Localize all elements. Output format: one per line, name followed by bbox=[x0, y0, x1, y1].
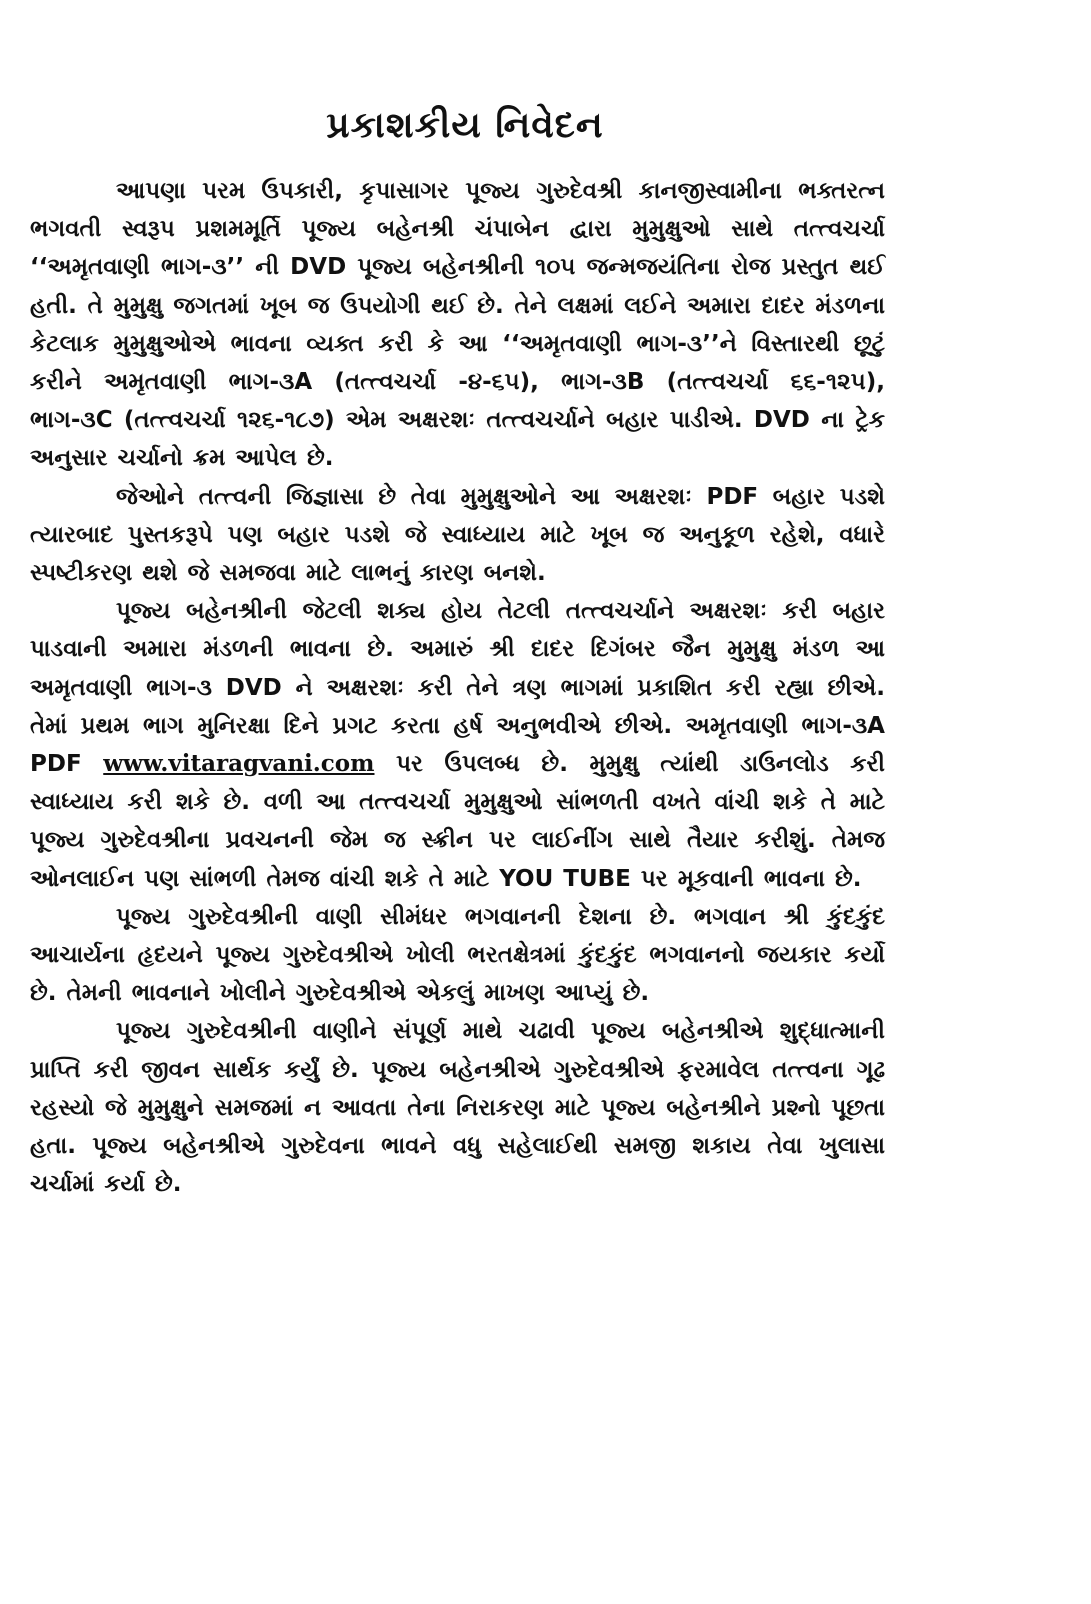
paragraph-2: જેઓને તત્ત્વની જિજ્ઞાસા છે તેવા મુમુક્ષુઓને આ અક્ષરશઃ PDF બહાર પડશે ત્યારબાદ પુસ્તકરૂપે પણ બહાર પડશે જે સ્વાધ્યાય માટે ખૂબ જ અનુકૂળ રહેશે, વધારે સ્પષ્ટીકરણ થશે જે સમજવા માટે લાભનું કારણ બનશે. bbox=[30, 483, 885, 587]
paragraph-3-text-before-link: પૂજ્ય બહેનશ્રીની જેટલી શક્ય હોય તેટલી તત્ત્વચર્ચાને અક્ષરશઃ કરી બહાર પાડવાની અમારા મંડળની ભાવના છે. અમારું શ્રી દાદર દિગંબર જૈન મુમુક્ષુ મંડળ આ અમૃતવાણી ભાગ-૩ DVD ને અક્ષરશઃ કરી તેને ત્રણ ભાગમાં પ્રકાશિત કરી રહ્યા છીએ. તેમાં પ્રથમ ભાગ મુનિરક્ષા દિને પ્રગટ કરતા હર્ષ અનુભવીએ છીએ. અમૃતવાણી ભાગ-૩A PDF bbox=[30, 598, 885, 778]
paragraph-5: પૂજ્ય ગુરુદેવશ્રીની વાણીને સંપૂર્ણ માથે ચઢાવી પૂજ્ય બહેનશ્રીએ શુદ્ધાત્માની પ્રાપ્તિ કરી જીવન સાર્થક કર્યું છે. પૂજ્ય બહેનશ્રીએ ગુરુદેવશ્રીએ ફરમાવેલ તત્ત્વના ગૂઢ રહસ્યો જે મુમુક્ષુને સમજમાં ન આવતા તેના નિરાકરણ માટે પૂજ્ય બહેનશ્રીને પ્રશ્નો પૂછતા હતા. પૂજ્ય બહેનશ્રીએ ગુરુદેવના ભાવને વધુ સહેલાઈથી સમજી શકાય તેવા ખુલાસા ચર્ચામાં કર્યા છે. bbox=[30, 1018, 885, 1198]
page-title: પ્રકાશકીય નિવેદન bbox=[326, 105, 604, 146]
paragraph-3 bbox=[30, 592, 885, 898]
paragraph-1: આપણા પરમ ઉપકારી, કૃપાસાગર પૂજ્ય ગુરુદેવશ્રી કાનજીસ્વામીના ભક્તરત્ન ભગવતી સ્વરૂપ પ્રશમમૂર્તિ પૂજ્ય બહેનશ્રી ચંપાબેન દ્વારા મુમુક્ષુઓ સાથે તત્ત્વચર્ચા ‘‘અમૃતવાણી ભાગ-૩’’ ની DVD પૂજ્ય બહેનશ્રીની ૧૦૫ જન્મજયંતિના રોજ પ્રસ્તુત થઈ હતી. તે મુમુક્ષુ જગતમાં ખૂબ જ ઉપયોગી થઈ છે. તેને લક્ષમાં લઈને અમારા દાદર મંડળના કેટલાક મુમુક્ષુઓએ ભાવના વ્યક્ત કરી કે આ ‘‘અમૃતવાણી ભાગ-૩’’ને વિસ્તારથી છૂટું કરીને અમૃતવાણી ભાગ-૩A (તત્ત્વચર્ચા -૪-૬૫), ભાગ-૩B (તત્ત્વચર્ચા ૬૬-૧૨૫), ભાગ-૩C (તત્ત્વચર્ચા ૧૨૬-૧૮૭) એમ અક્ષરશઃ તત્ત્વચર્ચાને બહાર પાડીએ. DVD ના ટ્રેક અનુસાર ચર્ચાનો ક્રમ આપેલ છે. bbox=[30, 178, 885, 472]
paragraph-3-text-after-link: પર ઉપલબ્ધ છે. મુમુક્ષુ ત્યાંથી ડાઉનલોડ કરી સ્વાધ્યાય કરી શકે છે. વળી આ તત્ત્વચર્ચા મુમુક્ષુઓ સાંભળતી વખતે વાંચી શકે તે માટે પૂજ્ય ગુરુદેવશ્રીના પ્રવચનની જેમ જ સ્ક્રીન પર લાઈનીંગ સાથે તૈયાર કરીશું. તેમજ ઓનલાઈન પણ સાંભળી તેમજ વાંચી શકે તે માટે YOU TUBE પર મૂકવાની ભાવના છે. bbox=[30, 751, 885, 892]
document-body bbox=[30, 172, 885, 1203]
paragraph-4: પૂજ્ય ગુરુદેવશ્રીની વાણી સીમંધર ભગવાનની દેશના છે. ભગવાન શ્રી કુંદકુંદ આચાર્યના હૃદયને પૂજ્ય ગુરુદેવશ્રીએ ખોલી ભરતક્ષેત્રમાં કુંદકુંદ ભગવાનનો જયકાર કર્યો છે. તેમની ભાવનાને ખોલીને ગુરુદેવશ્રીએ એકલું માખણ આપ્યું છે. bbox=[30, 903, 885, 1007]
website-link[interactable]: www.vitaragvani.com bbox=[103, 750, 375, 778]
